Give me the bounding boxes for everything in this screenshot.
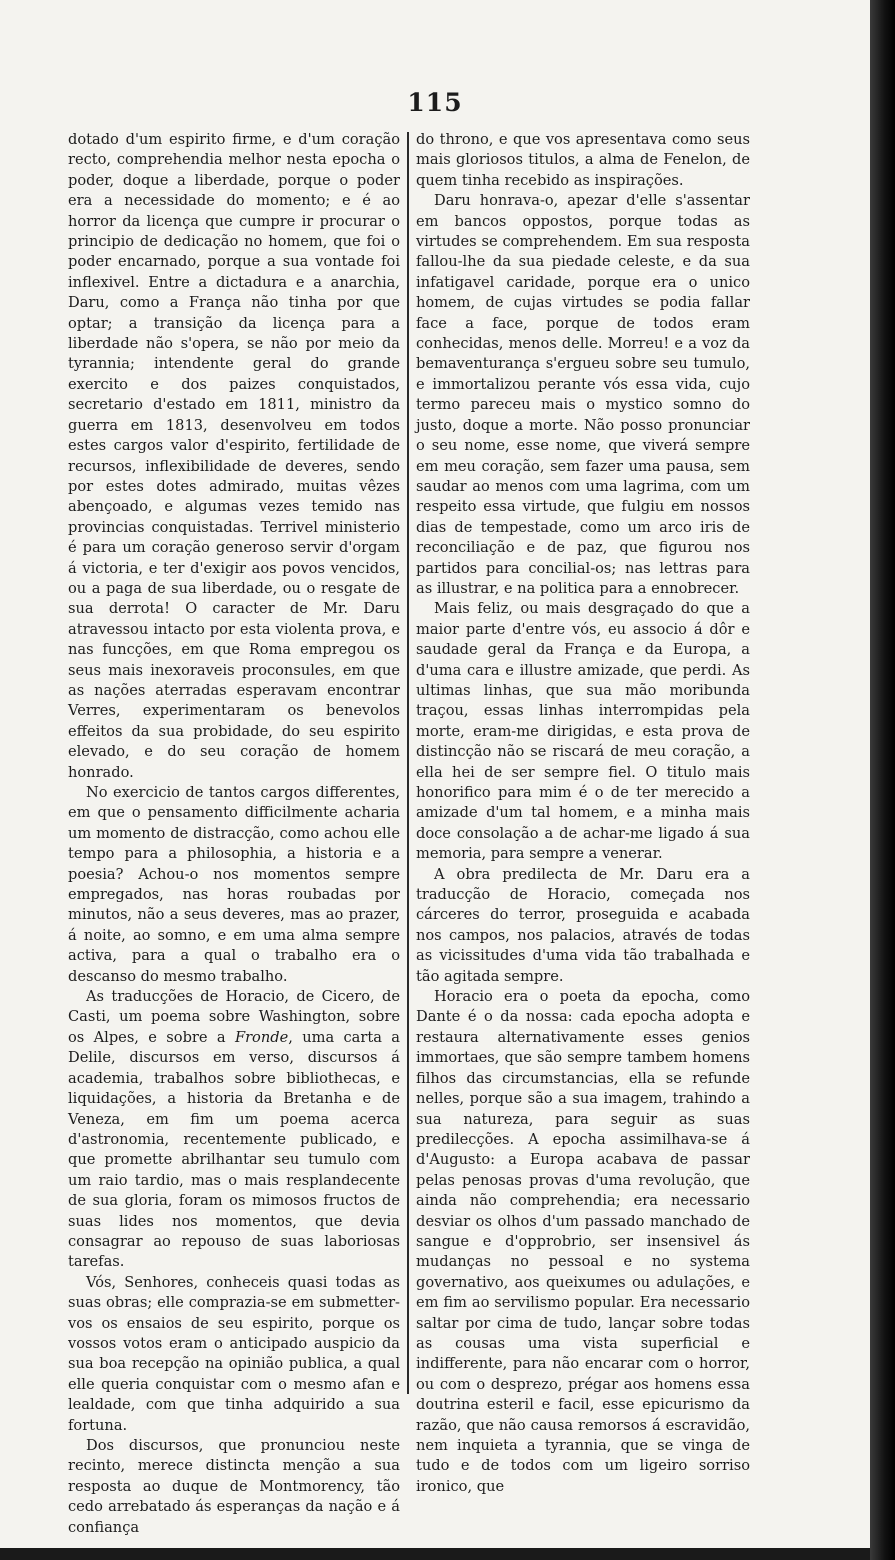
paragraph: Dos discursos, que pronunciou neste recinto, merece distincta menção a sua resposta ao duque de Montmorency, tão cedo arrebatado ás esperanças da nação e á confiança: [68, 1437, 400, 1536]
paragraph: Horacio era o poeta da epocha, como Dante é o da nossa: cada epocha adopta e restaura alternativamente esses genios immortaes, que são sempre tambem homens filhos das circumstancias, ella se refunde nelles, porque são a sua imagem, trahindo a sua natureza, para seguir as suas predilecções. A epocha assimilhava-se á d'Augusto: a Europa acabava de passar pelas penosas provas d'uma revolução, que ainda não comprehendia; era necessario desviar os olhos d'um passado manchado de sangue e d'opprobrio, ser insensivel ás mudanças no pessoal e no systema governativo, aos queixumes ou adulações, e em fim ao servilismo popular. Era necessario saltar por cima de tudo, lançar sobre todas as cousas uma vista superficial e indifferente, para não encarar com o horror, ou com o desprezo, prégar aos homens essa doutrina esteril e facil, esse epicurismo da razão, que não causa remorsos á escravidão, nem inquieta a tyrannia, que se vinga de tudo e de todos com um ligeiro sorriso ironico, que: [416, 988, 750, 1495]
paragraph-continuation: dotado d'um espirito firme, e d'um coração recto, comprehendia melhor nesta epocha o poder, doque a liberdade, porque o poder era a necessidade do momento; e é ao horror da licença que cumpre ir procurar o principio de dedicação no homem, que foi o poder encarnado, porque a sua vontade foi inflexivel. Entre a dictadura e a anarchia, Daru, como a França não tinha por que optar; a transição da licença para a liberdade não s'opera, se não por meio da tyrannia; intendente geral do grande exercito e dos paizes conquistados, secretario d'estado em 1811, ministro da guerra em 1813, desenvolveu em todos estes cargos valor d'espirito, fertilidade de recursos, inflexibilidade de deveres, sendo por estes dotes admirado, muitas vêzes abençoado, e algumas vezes temido nas provincias conquistadas. Terrivel ministerio é para um coração generoso servir d'orgam á victoria, e ter d'exigir aos povos vencidos, ou a paga de sua liberdade, ou o resgate de sua derrota! O caracter de Mr. Daru atravessou intacto por esta violenta prova, e nas funcções, em que Roma empregou os seus mais inexoraveis proconsules, em que as nações aterradas esperavam encontrar Verres, experimentaram os benevolos effeitos da sua probidade, do seu espirito elevado, e do seu coração de homem honrado.: [68, 131, 400, 781]
left-column: [68, 130, 400, 1538]
right-column: [416, 130, 750, 1497]
book-binding-edge: [870, 0, 895, 1560]
paragraph: Mais feliz, ou mais desgraçado do que a maior parte d'entre vós, eu associo á dôr e saudade geral da França e da Europa, a d'uma cara e illustre amizade, que perdi. As ultimas linhas, que sua mão moribunda traçou, essas linhas interrompidas pela morte, eram-me dirigidas, e esta prova de distincção não se riscará de meu coração, a ella hei de ser sempre fiel. O titulo mais honorifico para mim é o de ter merecido a amizade d'um tal homem, e a minha mais doce consolação a de achar-me ligado á sua memoria, para sempre a venerar.: [416, 600, 750, 863]
italic-title: Fronde: [234, 1028, 289, 1046]
paragraph-text: As traducções de Horacio, de Cicero, de Casti, um poema sobre Washington, sobre os Alpes, e sobre a: [68, 988, 400, 1046]
paragraph: Vós, Senhores, conheceis quasi todas as suas obras; elle comprazia-se em submetter-vos os ensaios de seu espirito, porque os vossos votos eram o anticipado auspicio da sua boa recepção na opinião publica, a qual elle queria conquistar com o mesmo afan e lealdade, com que tinha adquirido a sua fortuna.: [68, 1273, 400, 1434]
paragraph-text: , uma carta a Delile, discursos em verso, discursos á academia, trabalhos sobre bibliothecas, e liquidações, a historia da Bretanha e de Veneza, em fim um poema acerca d'astronomia, recentemente publicado, e que promette abrilhantar seu tumulo com um raio tardio, mas o mais resplandecente de sua gloria, foram os mimosos fructos de suas lides nos momentos, que devia consagrar ao repouso de suas laboriosas tarefas.: [68, 1028, 400, 1271]
paragraph: A obra predilecta de Mr. Daru era a traducção de Horacio, começada nos cárceres do terror, proseguida e acabada nos campos, nos palacios, através de todas as vicissitudes d'uma vida tão trabalhada e tão agitada sempre.: [416, 865, 750, 985]
paragraph: No exercicio de tantos cargos differentes, em que o pensamento difficilmente acharia um momento de distracção, como achou elle tempo para a philosophia, a historia e a poesia? Achou-o nos momentos sempre empregados, nas horas roubadas por minutos, não a seus deveres, mas ao prazer, á noite, ao somno, e em uma alma sempre activa, para a qual o trabalho era o descanso do mesmo trabalho.: [68, 784, 400, 985]
column-divider: [407, 132, 409, 1394]
paragraph-continuation: do throno, e que vos apresentava como seus mais gloriosos titulos, a alma de Fenelon, de quem tinha recebido as inspirações.: [416, 131, 750, 189]
page-number: 115: [407, 88, 463, 117]
paragraph: [68, 987, 400, 1273]
paragraph: Daru honrava-o, apezar d'elle s'assentar em bancos oppostos, porque todas as virtudes se comprehendem. Em sua resposta fallou-lhe da sua piedade celeste, e da sua infatigavel caridade, porque era o unico homem, de cujas virtudes se podia fallar face a face, porque de todos eram conhecidas, menos delle. Morreu! e a voz da bemaventurança s'ergueu sobre seu tumulo, e immortalizou perante vós essa vida, cujo termo pareceu mais o mystico somno do justo, doque a morte. Não posso pronunciar o seu nome, esse nome, que viverá sempre em meu coração, sem fazer uma pausa, sem saudar ao menos com uma lagrima, com um respeito essa virtude, que fulgiu em nossos dias de tempestade, como um arco iris de reconciliação e de paz, que figurou nos partidos para concilial-os; nas lettras para as illustrar, e na politica para a ennobrecer.: [416, 192, 750, 597]
